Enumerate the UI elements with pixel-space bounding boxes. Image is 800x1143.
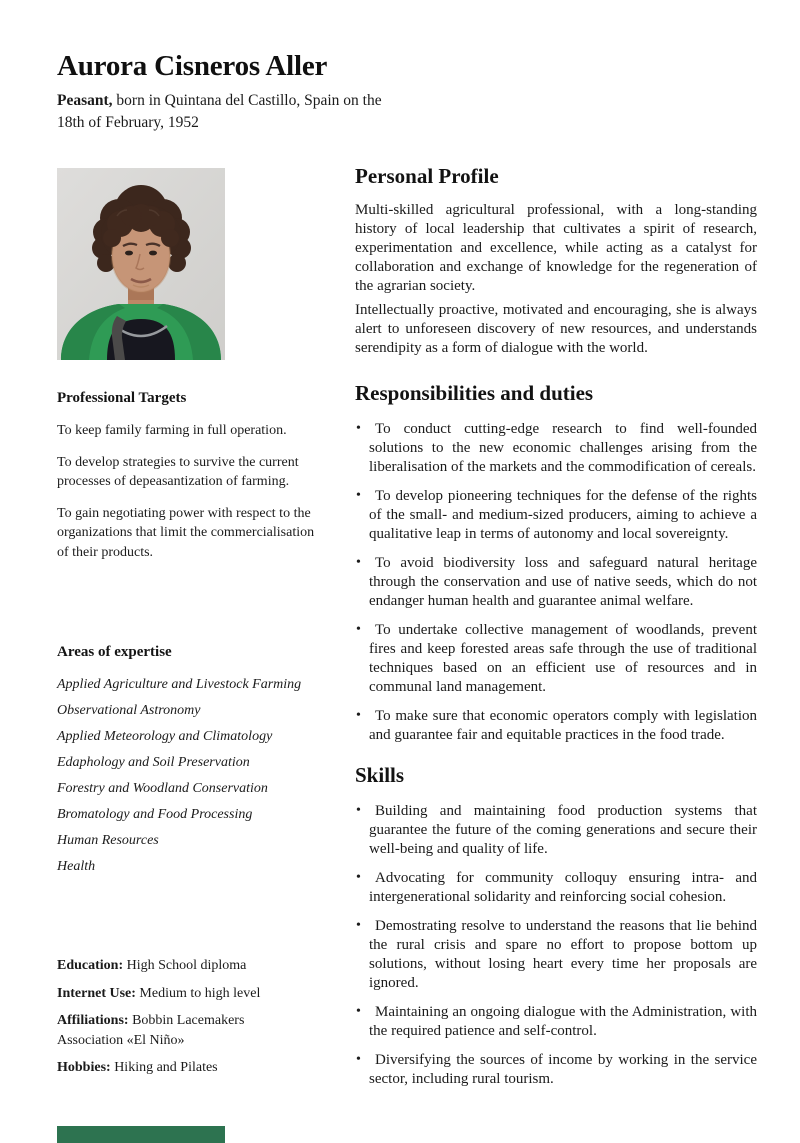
person-role: Peasant, [57, 92, 113, 109]
areas-of-expertise-title: Areas of expertise [57, 644, 172, 660]
responsibility-text: To undertake collective management of woodlands, prevent fires and keep forested areas safe through the use of traditional techniques based on an efficient use of resources and in communal land management. [369, 622, 757, 695]
fact-value: Hiking and Pilates [114, 1060, 218, 1075]
skill-item [355, 802, 757, 859]
target-item: To gain negotiating power with respect to the organizations that limit the commercialisation of their products. [57, 505, 315, 560]
portrait-photo [57, 168, 225, 360]
fact-affiliations [57, 1011, 309, 1050]
expertise-item: Applied Meteorology and Climatology [57, 729, 273, 744]
portrait-illustration [57, 168, 225, 360]
fact-value: Bobbin Lacemakers Association «El Niño» [57, 1013, 245, 1048]
bullet-icon: • [356, 1052, 361, 1067]
bullet-icon: • [356, 622, 361, 637]
fact-value: Medium to high level [139, 985, 261, 1001]
skill-item [355, 1051, 757, 1089]
section-personal-profile [355, 163, 757, 358]
responsibility-item [355, 554, 757, 611]
expertise-item: Bromatology and Food Processing [57, 807, 253, 822]
section-areas-of-expertise [57, 644, 323, 883]
section-professional-targets [57, 390, 315, 574]
skill-text: Demostrating resolve to understand the reasons that lie behind the rural crisis and spare no effort to propose bottom up solutions, without losing heart every time her proposals are ignored. [369, 918, 757, 991]
responsibility-text: To conduct cutting-edge research to find well-founded solutions to the new economic challenges arising from the liberalisation of the markets and the commodification of cereals. [369, 421, 757, 475]
fact-value: High School diploma [126, 958, 247, 973]
responsibility-text: To develop pioneering techniques for the defense of the rights of the small- and medium-sized producers, aiming to achieve a qualitative leap in terms of autonomy and local sovereignty. [369, 488, 757, 542]
expertise-item: Forestry and Woodland Conservation [57, 781, 268, 796]
cv-header [57, 50, 427, 134]
skills-list [355, 802, 757, 1089]
person-birth: born in Quintana del Castillo, Spain on the 18th of February, 1952 [57, 92, 382, 131]
professional-targets-title: Professional Targets [57, 390, 187, 406]
responsibility-item [355, 707, 757, 745]
skill-text: Diversifying the sources of income by working in the service sector, including rural tourism. [369, 1052, 757, 1087]
bullet-icon: • [356, 555, 361, 570]
bullet-icon: • [356, 1004, 361, 1019]
fact-label: Affiliations: [57, 1013, 129, 1028]
fact-label: Internet Use: [57, 985, 136, 1001]
bullet-icon: • [356, 918, 361, 933]
responsibility-item [355, 420, 757, 477]
profile-paragraph: Multi-skilled agricultural professional, with a long-standing history of local leadership that cultivates a spirit of research, experimentation and excellence, while acting as a catalyst for collaboration and exchange of knowledge for the regeneration of the agrarian society. [355, 202, 757, 294]
target-item: To keep family farming in full operation. [57, 423, 287, 438]
next-page-photo-sliver [57, 1126, 225, 1143]
bullet-icon: • [356, 870, 361, 885]
person-subtitle [57, 90, 397, 134]
expertise-item: Applied Agriculture and Livestock Farming [57, 677, 302, 692]
fact-hobbies [57, 1058, 309, 1078]
responsibility-item [355, 621, 757, 697]
skill-text: Building and maintaining food production systems that guarantee the future of the coming generations and secure their well-being and quality of life. [369, 803, 757, 857]
section-personal-facts [57, 956, 309, 1086]
profile-paragraph: Intellectually proactive, motivated and encouraging, she is always alert to unforeseen discovery of new resources, and understands serendipity as a form of dialogue with the world. [355, 302, 757, 356]
expertise-item: Health [57, 859, 96, 874]
skill-text: Maintaining an ongoing dialogue with the Administration, with the required patience and self-control. [369, 1004, 757, 1039]
fact-internet-use [57, 984, 309, 1004]
person-name: Aurora Cisneros Aller [57, 50, 328, 82]
skill-item [355, 869, 757, 907]
skills-title: Skills [355, 763, 405, 787]
bullet-icon: • [356, 421, 361, 436]
responsibility-text: To make sure that economic operators comply with legislation and guarantee fair and equitable practices in the food trade. [369, 708, 757, 743]
responsibilities-list [355, 420, 757, 745]
expertise-item: Human Resources [57, 833, 159, 848]
section-responsibilities [355, 380, 757, 755]
bullet-icon: • [356, 708, 361, 723]
section-skills [355, 762, 757, 1099]
bullet-icon: • [356, 488, 361, 503]
responsibility-item [355, 487, 757, 544]
fact-label: Education: [57, 958, 124, 973]
skill-text: Advocating for community colloquy ensuring intra- and intergenerational solidarity and reinforcing social cohesion. [369, 870, 757, 905]
fact-label: Hobbies: [57, 1060, 111, 1075]
bullet-icon: • [356, 803, 361, 818]
target-item: To develop strategies to survive the current processes of depeasantization of farming. [57, 454, 299, 489]
fact-education [57, 956, 309, 976]
responsibilities-title: Responsibilities and duties [355, 381, 594, 405]
skill-item [355, 917, 757, 993]
responsibility-text: To avoid biodiversity loss and safeguard natural heritage through the conservation and use of native seeds, which do not endanger human health and guarantee animal welfare. [369, 555, 757, 609]
personal-profile-title: Personal Profile [355, 164, 499, 188]
expertise-item: Edaphology and Soil Preservation [57, 755, 250, 770]
skill-item [355, 1003, 757, 1041]
expertise-item: Observational Astronomy [57, 703, 201, 718]
